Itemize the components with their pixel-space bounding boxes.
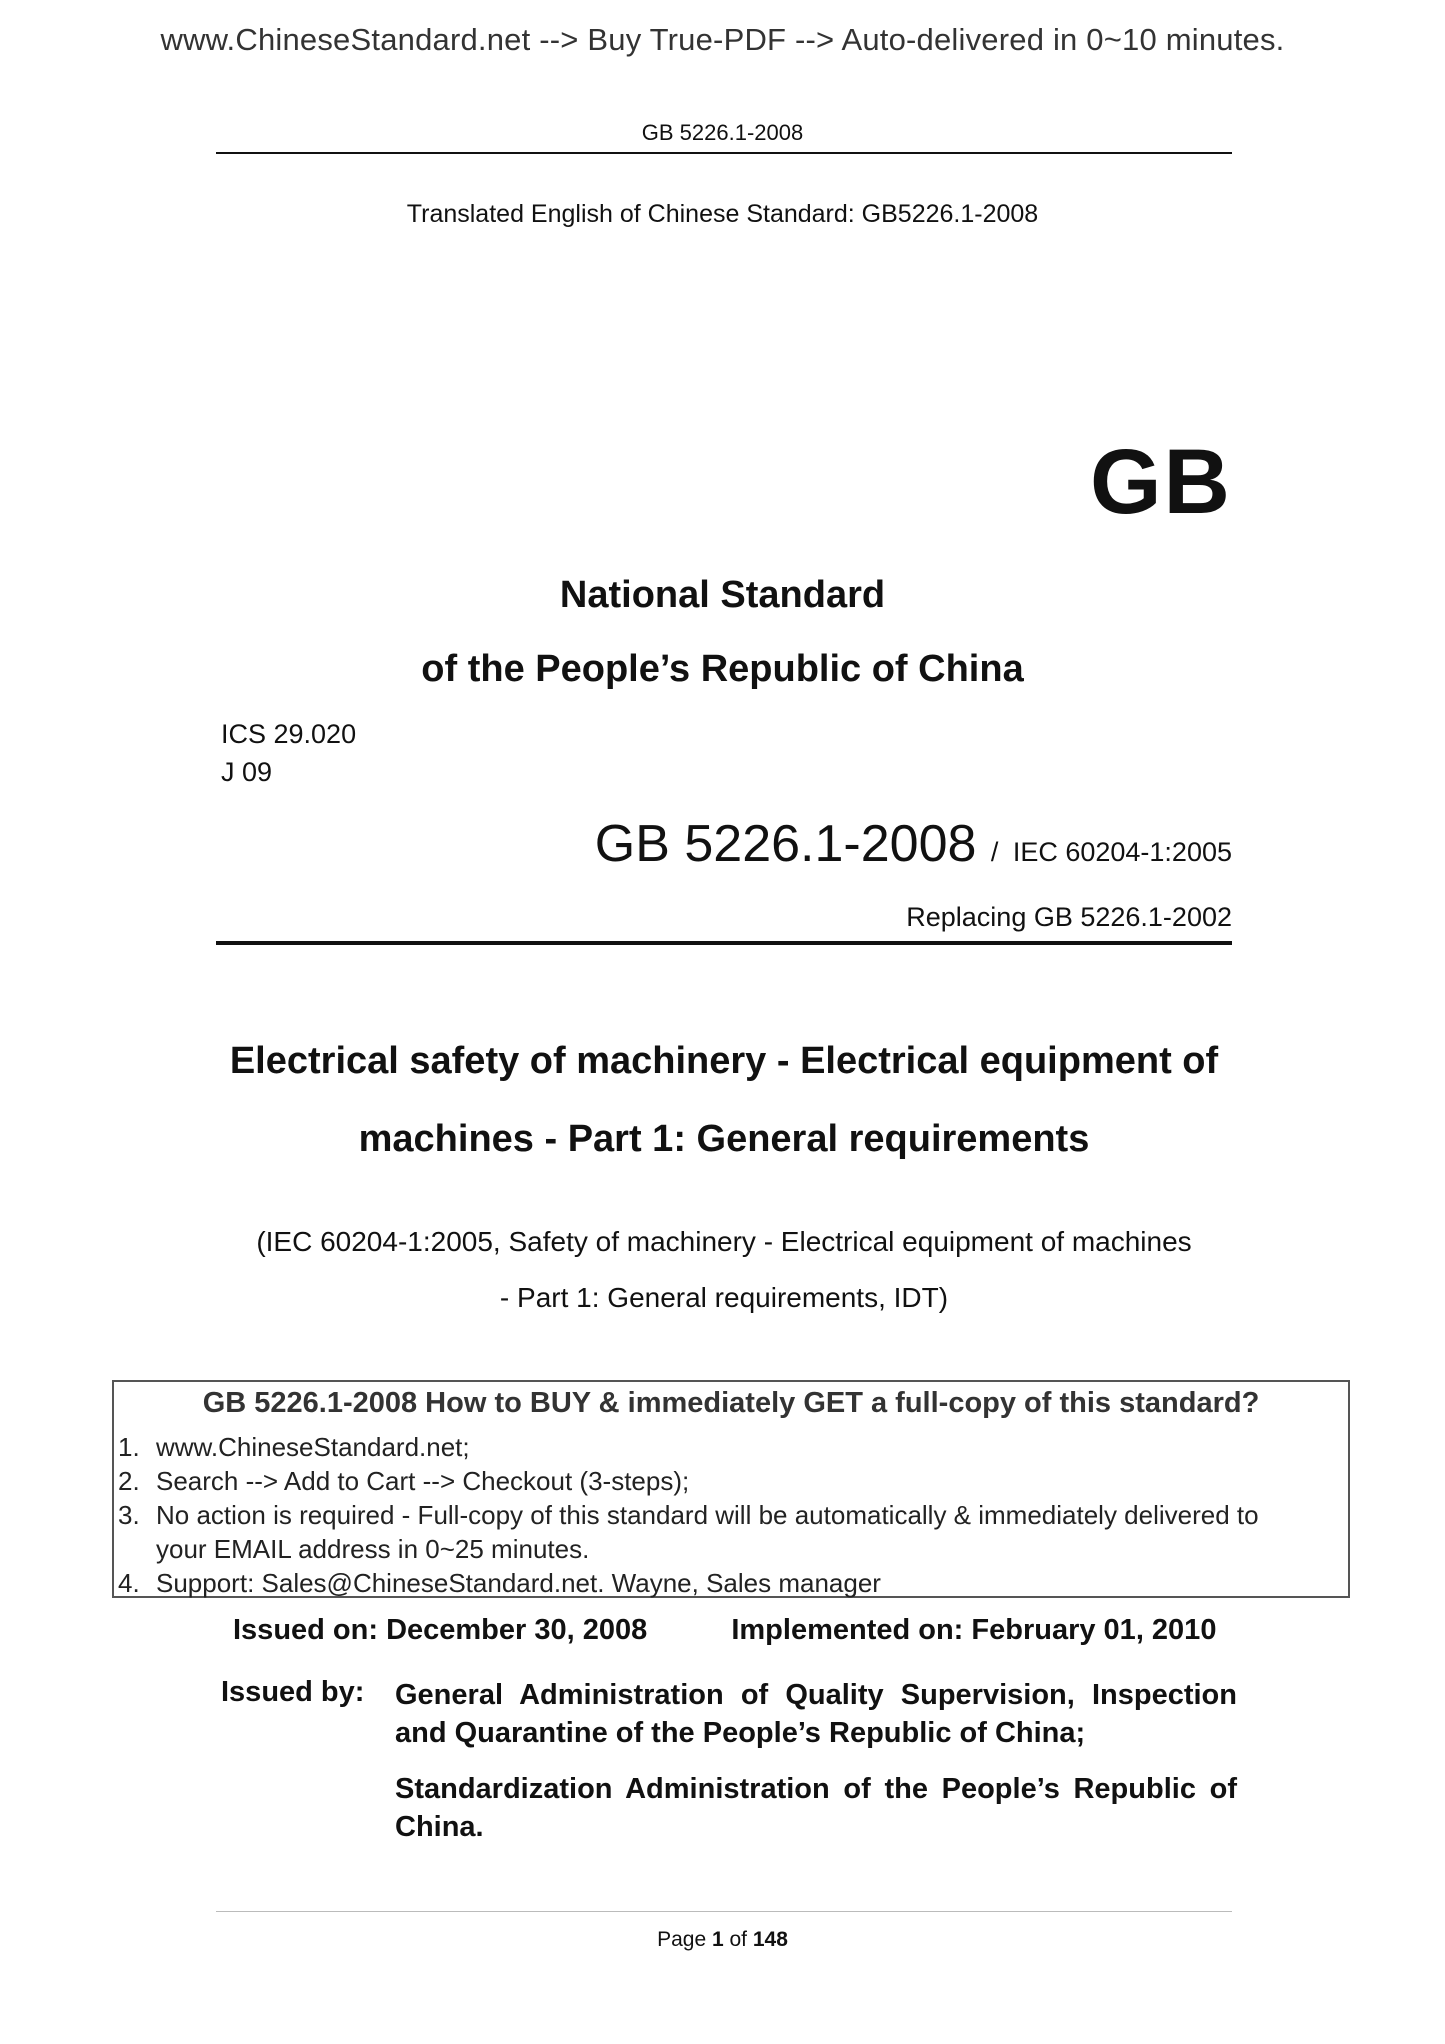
title-line1: Electrical safety of machinery - Electrical equipment of: [229, 1040, 1219, 1082]
subtitle-line2: - Part 1: General requirements, IDT): [499, 1282, 949, 1313]
standard-iec: IEC 60204-1:2005: [1012, 837, 1232, 867]
header-divider: [216, 152, 1232, 154]
implemented-on: Implemented on: February 01, 2010: [731, 1614, 1217, 1646]
subtitle-line1: (IEC 60204-1:2005, Safety of machinery - Electrical equipment of machines: [256, 1226, 1192, 1257]
translated-note: Translated English of Chinese Standard: GB5226.1-2008: [406, 200, 1039, 228]
list-text: No action is required - Full-copy of this standard will be automatically & immediately delivered to: [156, 1500, 1259, 1530]
list-number: 4.: [118, 1568, 140, 1598]
national-standard-line1: National Standard: [559, 574, 886, 616]
header-standard-number: GB 5226.1-2008: [641, 120, 804, 145]
gb-logo: GB: [1090, 431, 1232, 533]
ics-code: ICS 29.020: [221, 719, 357, 749]
list-number: 3.: [118, 1500, 140, 1530]
title-divider: [216, 941, 1232, 945]
list-item: [118, 1566, 1259, 1600]
document-subtitle: [216, 1214, 1232, 1326]
buy-box-title: GB 5226.1-2008 How to BUY & immediately GET a full-copy of this standard?: [202, 1387, 1260, 1419]
issued-by-authority-2: Standardization Administration of the People’s Republic of China.: [395, 1773, 1237, 1843]
list-item: [118, 1464, 1259, 1498]
page-number: [0, 1928, 1445, 1952]
page-current: 1: [711, 1928, 724, 1951]
classification-codes: [221, 715, 356, 791]
national-standard-line2: of the People’s Republic of China: [421, 648, 1024, 690]
list-text-website[interactable]: www.ChineseStandard.net;: [156, 1432, 470, 1462]
standard-number-line: [595, 814, 1232, 874]
title-line2: machines - Part 1: General requirements: [358, 1118, 1090, 1160]
issued-by-label: Issued by:: [221, 1676, 365, 1708]
list-number: 1.: [118, 1432, 140, 1462]
list-number: 2.: [118, 1466, 140, 1496]
page-middle: of: [723, 1928, 753, 1951]
top-banner: www.ChineseStandard.net --> Buy True-PDF --> Auto-delivered in 0~10 minutes.: [160, 22, 1285, 57]
issued-by-authority-1: General Administration of Quality Supervision, Inspection and Quarantine of the People’s Republic of China;: [395, 1679, 1237, 1749]
list-text: Search --> Add to Cart --> Checkout (3-steps);: [156, 1466, 690, 1496]
replacing-note: Replacing GB 5226.1-2002: [906, 902, 1232, 932]
standard-separator: /: [990, 837, 999, 867]
page-total: 148: [752, 1928, 788, 1951]
ccs-code: J 09: [221, 757, 273, 787]
document-title: [216, 1022, 1232, 1178]
list-text: your EMAIL address in 0~25 minutes.: [156, 1534, 590, 1564]
footer-divider: [216, 1911, 1232, 1912]
buy-steps-list: [118, 1430, 1259, 1600]
list-number: [118, 1532, 156, 1566]
standard-number: GB 5226.1-2008: [594, 815, 977, 873]
issued-on: Issued on: December 30, 2008: [233, 1614, 648, 1646]
list-item: [118, 1430, 1259, 1464]
page-prefix: Page: [657, 1928, 712, 1951]
list-item: [118, 1498, 1259, 1532]
dates-line: [233, 1614, 1216, 1647]
list-item: [118, 1532, 1259, 1566]
list-text-support[interactable]: Support: Sales@ChineseStandard.net. Wayne, Sales manager: [156, 1568, 881, 1598]
buy-info-box: [112, 1380, 1350, 1598]
